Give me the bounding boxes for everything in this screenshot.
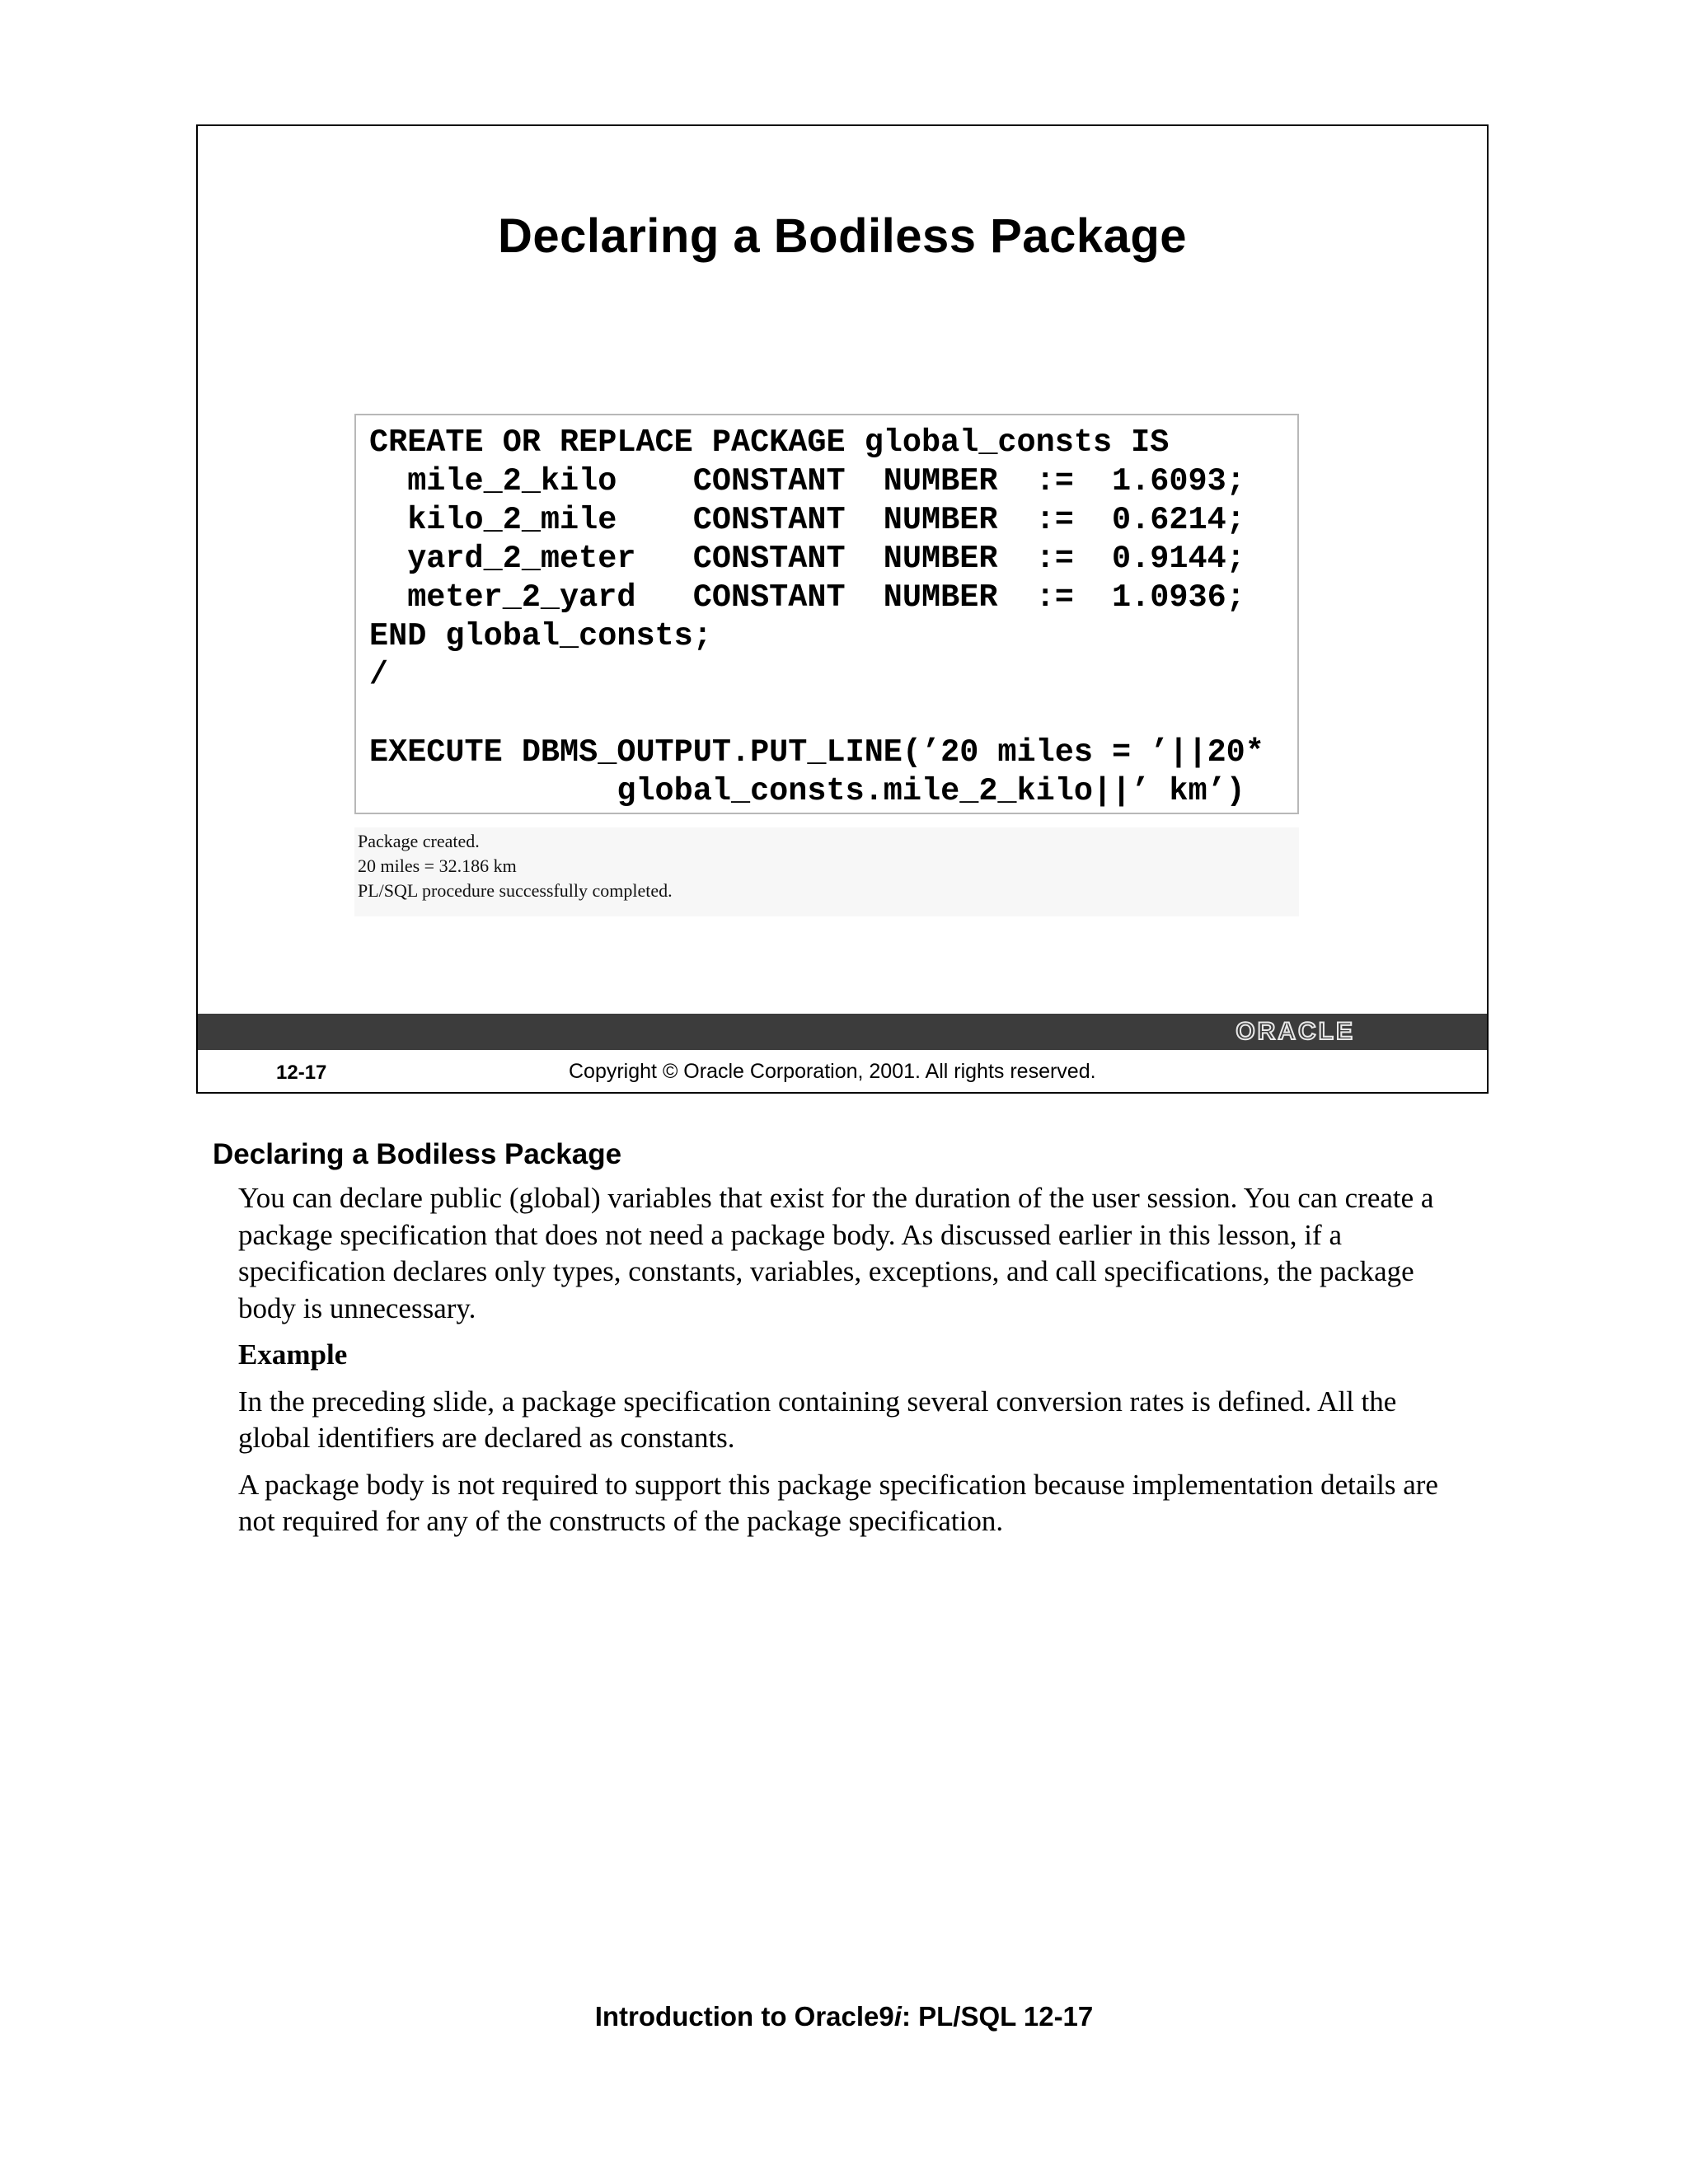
code-box <box>354 414 1299 814</box>
slide-footer <box>198 1050 1487 1094</box>
oracle-logo: ORACLE <box>1236 1018 1355 1045</box>
notes-heading: Declaring a Bodiless Package <box>213 1138 622 1170</box>
notes-paragraph: In the preceding slide, a package specification containing several conversion rates is defined. All the global identifiers are declared as constants. <box>238 1385 1397 1454</box>
output-box <box>354 827 1299 916</box>
page-footer-prefix: Introduction to Oracle9 <box>594 2001 894 2032</box>
page-footer-italic: i <box>893 2001 902 2032</box>
slide-title: Declaring a Bodiless Package <box>497 209 1188 263</box>
notes-paragraph: A package body is not required to support this package specification because implementation details are not required for any of the constructs of the package specification. <box>238 1468 1438 1537</box>
copyright-text: Copyright © Oracle Corporation, 2001. All rights reserved. <box>569 1060 1096 1083</box>
output-line: 20 miles = 32.186 km <box>358 855 517 876</box>
notes-paragraph: You can declare public (global) variables that exist for the duration of the user session. You can create a package specification that does not need a package body. As discussed earlier in this lesson, if a specification declares only types, constants, variables, exceptions, and call specifications, the package body is unnecessary. <box>238 1182 1434 1324</box>
page-footer-suffix: : PL/SQL 12-17 <box>901 2001 1094 2032</box>
output-line: PL/SQL procedure successfully completed. <box>358 880 673 901</box>
code-listing: CREATE OR REPLACE PACKAGE global_consts IS mile_2_kilo CONSTANT NUMBER := 1.6093; kilo_2_mile CONSTANT NUMBER := 0.6214; yard_2_meter CONSTANT NUMBER := 0.9144; meter_2_yard CONSTANT NUMBER := 1.0936; END global_consts; / EXECUTE DBMS_OUTPUT.PUT_LINE(’20 miles = ’||20* global_consts.mile_2_kilo||’ km’) <box>369 424 1264 809</box>
output-line: Package created. <box>358 831 480 851</box>
slide-number: 12-17 <box>276 1062 327 1084</box>
page-footer <box>0 2001 1688 2032</box>
slide-frame <box>196 124 1489 1094</box>
example-heading: Example <box>238 1338 348 1371</box>
notes-body <box>238 1180 1475 1550</box>
slide-footer-band <box>198 1014 1487 1050</box>
